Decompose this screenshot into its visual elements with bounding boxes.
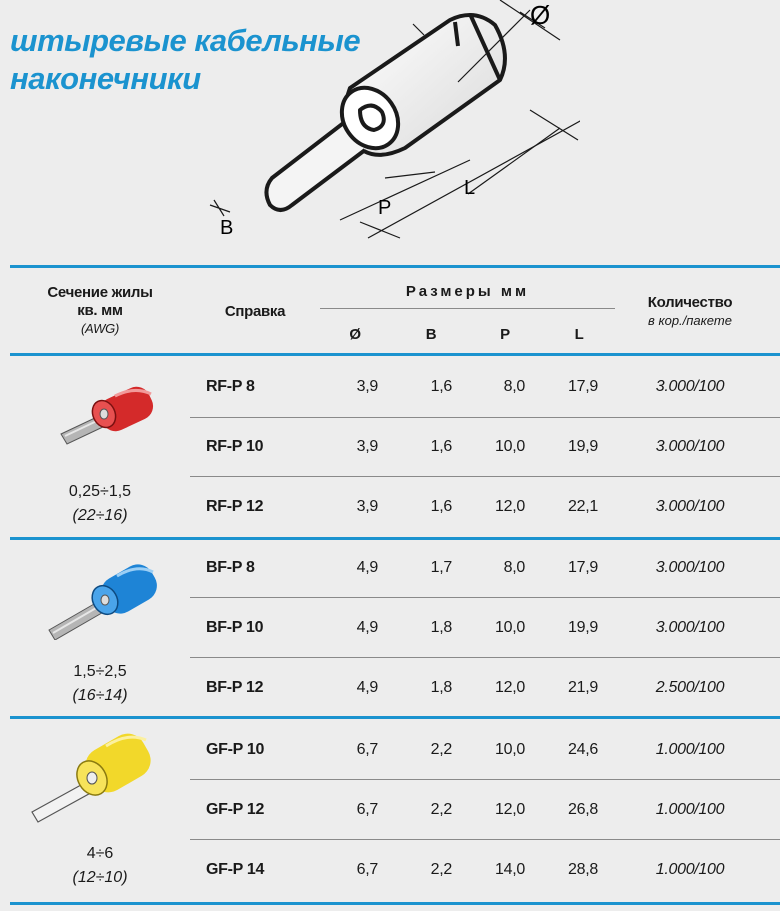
p-value: 8,0	[503, 559, 525, 576]
group-rule	[10, 716, 780, 719]
l-value: 19,9	[568, 619, 598, 636]
l-label: L	[464, 177, 476, 199]
header-dimensions-rule	[320, 308, 615, 309]
ref-rf-p12: RF-P 12	[206, 498, 264, 515]
b-value: 1,8	[430, 679, 452, 696]
d-value: 6,7	[356, 741, 378, 758]
blue-terminal-image	[45, 560, 165, 640]
d-value: 6,7	[356, 801, 378, 818]
group-rule	[10, 537, 780, 540]
l-value: 21,9	[568, 679, 598, 696]
b-value: 2,2	[430, 861, 452, 878]
qty-value: 1.000/100	[655, 801, 725, 818]
b-value: 1,6	[430, 498, 452, 515]
d-value: 4,9	[356, 679, 378, 696]
d-value: 4,9	[356, 619, 378, 636]
header-col-b: B	[425, 326, 437, 343]
header-dimensions: Размеры мм	[405, 283, 530, 300]
qty-value: 3.000/100	[655, 559, 725, 576]
p-value: 12,0	[495, 679, 525, 696]
ref-gf-p10: GF-P 10	[206, 741, 265, 758]
l-value: 26,8	[568, 801, 598, 818]
ref-gf-p14: GF-P 14	[206, 861, 265, 878]
p-value: 14,0	[495, 861, 525, 878]
terminal-drawing	[200, 0, 580, 262]
b-label: B	[220, 217, 234, 239]
p-value: 10,0	[495, 438, 525, 455]
b-value: 2,2	[430, 741, 452, 758]
d-value: 3,9	[356, 498, 378, 515]
row-divider	[190, 779, 780, 780]
qty-value: 1.000/100	[655, 741, 725, 758]
d-value: 3,9	[356, 438, 378, 455]
ref-rf-p8: RF-P 8	[206, 378, 255, 395]
p-value: 8,0	[503, 378, 525, 395]
header-reference: Справка	[224, 303, 286, 320]
b-value: 1,6	[430, 378, 452, 395]
qty-value: 3.000/100	[655, 378, 725, 395]
row-divider	[190, 839, 780, 840]
diameter-label: Ø	[530, 0, 551, 30]
title-line-1: штыревые кабельные	[10, 23, 361, 58]
ref-rf-p10: RF-P 10	[206, 438, 264, 455]
d-value: 6,7	[356, 861, 378, 878]
d-value: 4,9	[356, 559, 378, 576]
qty-value: 3.000/100	[655, 438, 725, 455]
l-value: 24,6	[568, 741, 598, 758]
ref-bf-p8: BF-P 8	[206, 559, 255, 576]
ref-bf-p12: BF-P 12	[206, 679, 264, 696]
p-label: P	[378, 197, 392, 219]
section-group-3: 4÷6 (12÷10)	[72, 845, 128, 886]
b-value: 1,8	[430, 619, 452, 636]
p-value: 10,0	[495, 619, 525, 636]
section-group-2: 1,5÷2,5 (16÷14)	[72, 663, 128, 704]
l-value: 17,9	[568, 378, 598, 395]
row-divider	[190, 597, 780, 598]
header-col-p: P	[500, 326, 510, 343]
title-line-2: наконечники	[10, 61, 201, 96]
qty-value: 1.000/100	[655, 861, 725, 878]
row-divider	[190, 417, 780, 418]
l-value: 28,8	[568, 861, 598, 878]
b-value: 1,7	[430, 559, 452, 576]
d-value: 3,9	[356, 378, 378, 395]
header-bottom-rule	[10, 353, 780, 356]
table-top-rule	[10, 265, 780, 268]
yellow-terminal-image	[28, 730, 158, 825]
red-terminal-image	[55, 378, 165, 448]
p-value: 10,0	[495, 741, 525, 758]
header-quantity: Количество в кор./пакете	[647, 294, 733, 328]
qty-value: 2.500/100	[655, 679, 725, 696]
l-value: 19,9	[568, 438, 598, 455]
row-divider	[190, 657, 780, 658]
qty-value: 3.000/100	[655, 619, 725, 636]
header-col-d: Ø	[349, 326, 361, 343]
header-section: Сечение жилы кв. мм (AWG)	[47, 284, 153, 336]
l-value: 17,9	[568, 559, 598, 576]
ref-gf-p12: GF-P 12	[206, 801, 265, 818]
l-value: 22,1	[568, 498, 598, 515]
section-group-1: 0,25÷1,5 (22÷16)	[68, 483, 132, 524]
row-divider	[190, 476, 780, 477]
p-value: 12,0	[495, 801, 525, 818]
header-col-l: L	[574, 326, 584, 343]
qty-value: 3.000/100	[655, 498, 725, 515]
p-value: 12,0	[495, 498, 525, 515]
ref-bf-p10: BF-P 10	[206, 619, 264, 636]
b-value: 2,2	[430, 801, 452, 818]
table-bottom-rule	[10, 902, 780, 905]
b-value: 1,6	[430, 438, 452, 455]
